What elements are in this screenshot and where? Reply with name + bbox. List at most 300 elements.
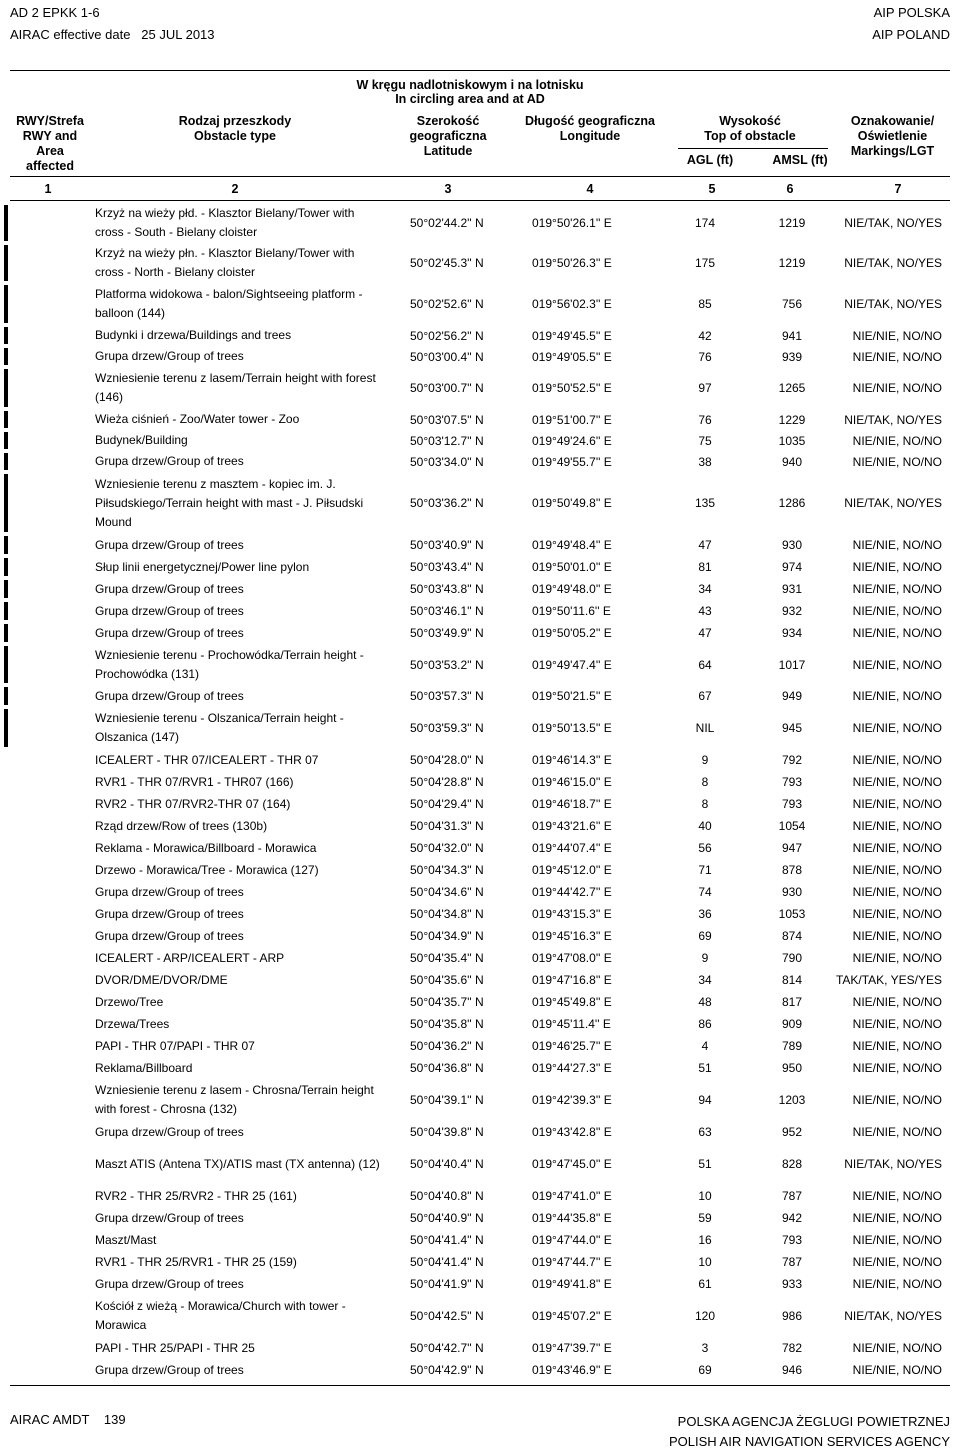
obstacle-type-cell: Wzniesienie terenu - Prochowódka/Terrain height - Prochowódka (131) (95, 647, 364, 681)
amsl-cell: 933 (781, 1277, 803, 1291)
markings-cell: NIE/NIE, NO/NO (852, 819, 942, 833)
obstacle-type-cell: PAPI - THR 25/PAPI - THR 25 (95, 1340, 255, 1355)
amendment-change-bar (4, 580, 8, 598)
amsl-cell: 931 (781, 582, 803, 596)
longitude-cell: 019°47'08.0'' E (532, 951, 612, 965)
amsl-cell: 814 (781, 973, 803, 987)
aip-title-pl: AIP POLSKA (873, 5, 950, 20)
markings-cell: NIE/NIE, NO/NO (852, 626, 942, 640)
markings-cell: NIE/NIE, NO/NO (852, 753, 942, 767)
agl-cell: 51 (698, 1061, 712, 1075)
markings-cell: NIE/NIE, NO/NO (852, 604, 942, 618)
col-header-longitude-line: Longitude (559, 129, 621, 143)
amendment-change-bar (4, 687, 8, 705)
agl-cell: 64 (698, 657, 712, 672)
obstacle-type-cell: Grupa drzew/Group of trees (95, 688, 244, 703)
obstacle-type-cell: Rząd drzew/Row of trees (130b) (95, 818, 268, 833)
latitude-cell: 50°04'36.8'' N (410, 1061, 484, 1075)
longitude-cell: 019°45'16.3'' E (532, 929, 612, 943)
agl-cell: 174 (694, 216, 716, 230)
markings-cell: NIE/NIE, NO/NO (852, 433, 942, 448)
agl-cell: 42 (698, 328, 712, 343)
table-row (10, 578, 950, 600)
amsl-cell: 790 (781, 951, 803, 965)
amendment-change-bar (4, 709, 8, 747)
obstacle-type-cell: Grupa drzew/Group of trees (95, 906, 244, 921)
obstacle-type-cell: Reklama/Billboard (95, 1060, 193, 1075)
agl-cell: 94 (698, 1093, 712, 1107)
obstacle-type-cell: RVR2 - THR 25/RVR2 - THR 25 (161) (95, 1188, 297, 1203)
longitude-cell: 019°44'07.4'' E (532, 841, 612, 855)
amendment-change-bar (4, 536, 8, 554)
obstacle-type-cell: Grupa drzew/Group of trees (95, 1210, 244, 1225)
longitude-cell: 019°47'44.7'' E (532, 1255, 612, 1269)
agl-cell: 76 (698, 412, 712, 427)
agl-cell: 8 (701, 775, 709, 789)
table-row (10, 793, 950, 815)
table-row (10, 203, 950, 243)
amsl-cell: 939 (781, 349, 803, 364)
table-row (10, 430, 950, 451)
amsl-cell: 782 (781, 1341, 803, 1355)
markings-cell: NIE/NIE, NO/NO (852, 1255, 942, 1269)
page-header-left (10, 2, 215, 46)
amendment-change-bar (4, 453, 8, 470)
agl-cell: 61 (698, 1277, 712, 1291)
amendment-change-bar (4, 205, 8, 241)
agl-cell: 67 (698, 689, 712, 703)
agl-cell: 16 (698, 1233, 712, 1247)
markings-cell: NIE/NIE, NO/NO (852, 797, 942, 811)
col-header-rwy-line: affected (26, 159, 74, 173)
table-row (10, 815, 950, 837)
longitude-cell: 019°56'02.3'' E (532, 297, 612, 311)
obstacle-type-cell: Drzewo - Morawica/Tree - Morawica (127) (95, 862, 319, 877)
obstacle-type-cell: PAPI - THR 07/PAPI - THR 07 (95, 1038, 255, 1053)
table-row (10, 1207, 950, 1229)
agl-cell: 51 (698, 1157, 712, 1171)
markings-cell: NIE/NIE, NO/NO (852, 657, 942, 672)
obstacle-type-cell: Krzyż na wieży płd. - Klasztor Bielany/Tower with cross - South - Bielany cloister (95, 206, 355, 239)
longitude-cell: 019°50'21.5'' E (532, 689, 612, 703)
col-header-latitude-line: Szerokość (416, 114, 480, 128)
col-header-rwy (10, 114, 90, 174)
latitude-cell: 50°03'49.9'' N (410, 626, 484, 640)
latitude-cell: 50°04'35.8'' N (410, 1017, 484, 1031)
latitude-cell: 50°04'29.4'' N (410, 797, 484, 811)
latitude-cell: 50°03'07.5'' N (410, 412, 484, 427)
agl-cell: NIL (695, 721, 715, 735)
markings-cell: NIE/NIE, NO/NO (852, 1017, 942, 1031)
latitude-cell: 50°03'34.0'' N (410, 454, 484, 469)
obstacle-type-cell: Wieża ciśnień - Zoo/Water tower - Zoo (95, 412, 300, 426)
amsl-cell: 942 (781, 1211, 803, 1225)
latitude-cell: 50°04'28.8'' N (410, 775, 484, 789)
obstacle-type-cell: Maszt ATIS (Antena TX)/ATIS mast (TX antenna) (12) (95, 1156, 380, 1171)
amsl-cell: 949 (781, 689, 803, 703)
markings-cell: NIE/NIE, NO/NO (852, 1363, 942, 1377)
longitude-cell: 019°47'45.0'' E (532, 1157, 612, 1171)
longitude-cell: 019°51'00.7'' E (532, 412, 612, 427)
amsl-cell: 941 (781, 328, 803, 343)
obstacle-type-cell: Grupa drzew/Group of trees (95, 537, 244, 552)
markings-cell: TAK/TAK, YES/YES (835, 973, 942, 987)
col-header-latitude-line: Latitude (423, 144, 473, 158)
longitude-cell: 019°42'39.3'' E (532, 1093, 612, 1107)
table-row (10, 283, 950, 325)
table-row (10, 644, 950, 685)
latitude-cell: 50°03'59.3'' N (410, 721, 484, 735)
longitude-cell: 019°47'16.8'' E (532, 973, 612, 987)
group-title (240, 78, 700, 106)
longitude-cell: 019°50'26.1'' E (532, 216, 612, 230)
obstacle-type-cell: Drzewa/Trees (95, 1016, 170, 1031)
agl-cell: 74 (698, 885, 712, 899)
markings-cell: NIE/TAK, NO/YES (844, 496, 942, 510)
longitude-cell: 019°49'41.8'' E (532, 1277, 612, 1291)
group-title-en: In circling area and at AD (395, 92, 545, 106)
markings-cell: NIE/TAK, NO/YES (844, 1157, 942, 1171)
amendment-change-bar (4, 646, 8, 683)
amsl-cell: 792 (781, 753, 803, 767)
latitude-cell: 50°02'52.6'' N (410, 297, 484, 311)
latitude-cell: 50°04'42.9'' N (410, 1363, 484, 1377)
markings-cell: NIE/NIE, NO/NO (852, 1341, 942, 1355)
agl-cell: 71 (698, 863, 712, 877)
table-row (10, 1359, 950, 1381)
table-row (10, 1295, 950, 1337)
markings-cell: NIE/TAK, NO/YES (844, 216, 942, 230)
latitude-cell: 50°04'41.4'' N (410, 1255, 484, 1269)
markings-cell: NIE/NIE, NO/NO (852, 1039, 942, 1053)
latitude-cell: 50°03'43.4'' N (410, 560, 484, 574)
table-row (10, 1337, 950, 1359)
col-header-rwy-line: RWY and (22, 129, 78, 143)
longitude-cell: 019°50'49.8'' E (532, 496, 612, 510)
obstacle-type-cell: Wzniesienie terenu z lasem/Terrain height with forest (146) (95, 371, 376, 404)
amsl-cell: 756 (781, 297, 803, 311)
amendment-change-bar (4, 369, 8, 407)
table-row (10, 859, 950, 881)
latitude-cell: 50°04'39.1'' N (410, 1093, 484, 1107)
longitude-cell: 019°47'41.0'' E (532, 1189, 612, 1203)
amsl-cell: 789 (781, 1039, 803, 1053)
table-row (10, 325, 950, 346)
airac-label: AIRAC effective date (10, 27, 131, 42)
table-row (10, 969, 950, 991)
latitude-cell: 50°02'56.2'' N (410, 328, 484, 343)
amsl-cell: 974 (781, 560, 803, 574)
amsl-cell: 945 (781, 721, 803, 735)
agl-cell: 40 (698, 819, 712, 833)
amendment-change-bar (4, 411, 8, 428)
agl-cell: 85 (698, 297, 712, 311)
agl-cell: 81 (698, 560, 712, 574)
table-row (10, 749, 950, 771)
latitude-cell: 50°04'28.0'' N (410, 753, 484, 767)
table-row (10, 925, 950, 947)
longitude-cell: 019°50'13.5'' E (532, 721, 612, 735)
table-row (10, 622, 950, 644)
amsl-cell: 930 (781, 538, 803, 552)
agl-cell: 59 (698, 1211, 712, 1225)
table-row (10, 771, 950, 793)
longitude-cell: 019°50'01.0'' E (532, 560, 612, 574)
agl-cell: 8 (701, 797, 709, 811)
amsl-cell: 828 (781, 1157, 803, 1171)
col-header-markings (835, 114, 950, 159)
markings-cell: NIE/NIE, NO/NO (852, 1189, 942, 1203)
latitude-cell: 50°04'32.0'' N (410, 841, 484, 855)
table-row (10, 1057, 950, 1079)
obstacle-type-cell: Platforma widokowa - balon/Sightseeing platform - balloon (144) (95, 287, 363, 320)
latitude-cell: 50°04'31.3'' N (410, 819, 484, 833)
table-row (10, 556, 950, 578)
col-header-agl: AGL (ft) (686, 153, 734, 167)
agency-name-en: POLISH AIR NAVIGATION SERVICES AGENCY (668, 1434, 950, 1449)
amsl-cell: 1035 (778, 433, 806, 448)
markings-cell: NIE/NIE, NO/NO (852, 582, 942, 596)
table-row (10, 881, 950, 903)
obstacle-type-cell: Maszt/Mast (95, 1232, 157, 1247)
latitude-cell: 50°02'45.3'' N (410, 256, 484, 270)
obstacle-type-cell: Drzewo/Tree (95, 994, 164, 1009)
agl-cell: 120 (694, 1309, 716, 1323)
amsl-cell: 940 (781, 454, 803, 469)
latitude-cell: 50°04'34.6'' N (410, 885, 484, 899)
amsl-cell: 1017 (778, 657, 806, 672)
table-row (10, 1273, 950, 1295)
latitude-cell: 50°03'36.2'' N (410, 496, 484, 510)
obstacle-type-cell: Budynek/Building (95, 433, 188, 447)
header-top-rule (10, 70, 950, 71)
longitude-cell: 019°50'11.6'' E (532, 604, 611, 618)
markings-cell: NIE/NIE, NO/NO (852, 454, 942, 469)
group-title-pl: W kręgu nadlotniskowym i na lotnisku (356, 78, 584, 92)
agl-cell: 3 (701, 1341, 709, 1355)
latitude-cell: 50°02'44.2'' N (410, 216, 484, 230)
agl-cell: 69 (698, 929, 712, 943)
agl-cell: 9 (701, 753, 709, 767)
agl-cell: 10 (698, 1255, 712, 1269)
longitude-cell: 019°45'07.2'' E (532, 1309, 612, 1323)
amsl-cell: 878 (781, 863, 803, 877)
airac-effective-line (10, 24, 215, 46)
page-footer-right (669, 1412, 950, 1452)
markings-cell: NIE/NIE, NO/NO (852, 841, 942, 855)
agl-cell: 75 (698, 433, 712, 448)
amsl-cell: 1203 (778, 1093, 806, 1107)
agl-cell: 86 (698, 1017, 712, 1031)
table-row (10, 1079, 950, 1121)
agency-name-pl: POLSKA AGENCJA ŻEGLUGI POWIETRZNEJ (677, 1414, 950, 1429)
table-row (10, 243, 950, 283)
amsl-cell: 950 (781, 1061, 803, 1075)
latitude-cell: 50°04'40.4'' N (410, 1157, 484, 1171)
amsl-cell: 817 (781, 995, 803, 1009)
longitude-cell: 019°49'48.0'' E (532, 582, 612, 596)
col-number: 4 (586, 182, 594, 196)
height-subheader-rule (678, 148, 828, 149)
latitude-cell: 50°03'40.9'' N (410, 538, 484, 552)
markings-cell: NIE/NIE, NO/NO (852, 721, 942, 735)
table-row (10, 409, 950, 430)
col-header-type-line: Rodzaj przeszkody (178, 114, 292, 128)
obstacle-type-cell: Wzniesienie terenu z masztem - kopiec im. J. Piłsudskiego/Terrain height with mast - J. Piłsudski Mound (95, 476, 364, 529)
obstacle-type-cell: Grupa drzew/Group of trees (95, 1276, 244, 1291)
latitude-cell: 50°03'57.3'' N (410, 689, 484, 703)
longitude-cell: 019°44'35.8'' E (532, 1211, 612, 1225)
table-row (10, 991, 950, 1013)
page-footer-left (10, 1412, 126, 1427)
longitude-cell: 019°50'26.3'' E (532, 256, 612, 270)
longitude-cell: 019°47'44.0'' E (532, 1233, 612, 1247)
longitude-cell: 019°45'49.8'' E (532, 995, 612, 1009)
table-row (10, 1229, 950, 1251)
markings-cell: NIE/NIE, NO/NO (852, 907, 942, 921)
latitude-cell: 50°04'42.5'' N (410, 1309, 484, 1323)
latitude-cell: 50°04'40.9'' N (410, 1211, 484, 1225)
table-row (10, 1013, 950, 1035)
longitude-cell: 019°49'24.6'' E (532, 433, 612, 448)
latitude-cell: 50°04'40.8'' N (410, 1189, 484, 1203)
markings-cell: NIE/NIE, NO/NO (852, 1211, 942, 1225)
obstacle-type-cell: RVR1 - THR 07/RVR1 - THR07 (166) (95, 774, 294, 789)
markings-cell: NIE/NIE, NO/NO (852, 689, 942, 703)
amsl-cell: 787 (781, 1255, 803, 1269)
header-bottom-rule (10, 200, 950, 201)
agl-cell: 56 (698, 841, 712, 855)
markings-cell: NIE/NIE, NO/NO (852, 951, 942, 965)
obstacle-type-cell: RVR2 - THR 07/RVR2-THR 07 (164) (95, 796, 291, 811)
col-header-height (670, 114, 830, 144)
col-header-markings-line: Oświetlenie (857, 129, 928, 143)
obstacle-type-cell: RVR1 - THR 25/RVR1 - THR 25 (159) (95, 1254, 297, 1269)
agl-cell: 34 (698, 973, 712, 987)
obstacle-type-cell: Reklama - Morawica/Billboard - Morawica (95, 840, 317, 855)
table-row (10, 837, 950, 859)
amendment-change-bar (4, 245, 8, 281)
amsl-cell: 986 (781, 1309, 803, 1323)
latitude-cell: 50°04'39.8'' N (410, 1125, 484, 1139)
obstacle-type-cell: Wzniesienie terenu z lasem - Chrosna/Terrain height with forest - Chrosna (132) (95, 1083, 374, 1116)
markings-cell: NIE/NIE, NO/NO (852, 1125, 942, 1139)
markings-cell: NIE/TAK, NO/YES (844, 412, 942, 427)
obstacle-type-cell: Wzniesienie terenu - Olszanica/Terrain height - Olszanica (147) (95, 711, 344, 744)
agl-cell: 63 (698, 1125, 712, 1139)
col-header-latitude (388, 114, 508, 159)
latitude-cell: 50°03'46.1'' N (410, 604, 484, 618)
col-number: 6 (786, 182, 794, 196)
amsl-cell: 1054 (778, 819, 806, 833)
obstacle-type-cell: Grupa drzew/Group of trees (95, 928, 244, 943)
amsl-cell: 793 (781, 1233, 803, 1247)
latitude-cell: 50°03'12.7'' N (410, 433, 484, 448)
col-header-type (140, 114, 330, 144)
obstacle-type-cell: DVOR/DME/DVOR/DME (95, 972, 228, 987)
amsl-cell: 874 (781, 929, 803, 943)
markings-cell: NIE/NIE, NO/NO (852, 929, 942, 943)
longitude-cell: 019°49'45.5'' E (532, 328, 612, 343)
col-header-rwy-line: Area (36, 144, 64, 158)
latitude-cell: 50°04'34.9'' N (410, 929, 484, 943)
amendment-change-bar (4, 285, 8, 323)
latitude-cell: 50°04'41.9'' N (410, 1277, 484, 1291)
longitude-cell: 019°43'42.8'' E (532, 1125, 612, 1139)
markings-cell: NIE/NIE, NO/NO (852, 885, 942, 899)
amsl-cell: 793 (781, 797, 803, 811)
obstacle-type-cell: Grupa drzew/Group of trees (95, 349, 244, 363)
table-row (10, 685, 950, 707)
col-header-type-line: Obstacle type (194, 129, 276, 143)
amsl-cell: 787 (781, 1189, 803, 1203)
amsl-cell: 946 (781, 1363, 803, 1377)
col-number: 1 (44, 182, 52, 196)
longitude-cell: 019°49'55.7'' E (532, 454, 612, 469)
col-number: 3 (444, 182, 452, 196)
col-header-markings-line: Oznakowanie/ (850, 114, 935, 128)
col-number: 2 (231, 182, 239, 196)
latitude-cell: 50°03'00.7'' N (410, 381, 484, 395)
amendment-change-bar (4, 624, 8, 642)
markings-cell: NIE/NIE, NO/NO (852, 1233, 942, 1247)
obstacle-type-cell: Krzyż na wieży płn. - Klasztor Bielany/Tower with cross - North - Bielany cloister (95, 246, 355, 279)
obstacle-type-cell: Grupa drzew/Group of trees (95, 884, 244, 899)
table-row (10, 1035, 950, 1057)
latitude-cell: 50°04'35.7'' N (410, 995, 484, 1009)
longitude-cell: 019°44'27.3'' E (532, 1061, 612, 1075)
latitude-cell: 50°03'00.4'' N (410, 349, 484, 364)
longitude-cell: 019°46'15.0'' E (532, 775, 612, 789)
longitude-cell: 019°43'21.6'' E (532, 819, 612, 833)
markings-cell: NIE/TAK, NO/YES (844, 1309, 942, 1323)
aip-title-en: AIP POLAND (872, 27, 950, 42)
markings-cell: NIE/NIE, NO/NO (852, 1093, 942, 1107)
amsl-cell: 952 (781, 1125, 803, 1139)
table-row (10, 534, 950, 556)
agl-cell: 47 (698, 626, 712, 640)
obstacle-type-cell: Budynki i drzewa/Buildings and trees (95, 328, 292, 342)
col-number: 5 (708, 182, 716, 196)
agl-cell: 135 (694, 496, 716, 510)
markings-cell: NIE/NIE, NO/NO (852, 863, 942, 877)
table-row (10, 600, 950, 622)
table-row (10, 451, 950, 472)
table-row (10, 1185, 950, 1207)
longitude-cell: 019°46'14.3'' E (532, 753, 612, 767)
table-row (10, 947, 950, 969)
markings-cell: NIE/TAK, NO/YES (844, 297, 942, 311)
longitude-cell: 019°44'42.7'' E (532, 885, 612, 899)
header-mid-rule (10, 176, 950, 177)
amsl-cell: 909 (781, 1017, 803, 1031)
col-header-latitude-line: geograficzna (409, 129, 487, 143)
longitude-cell: 019°43'15.3'' E (532, 907, 612, 921)
markings-cell: NIE/NIE, NO/NO (852, 349, 942, 364)
agl-cell: 36 (698, 907, 712, 921)
col-header-height-line: Top of obstacle (704, 129, 796, 143)
col-header-longitude (515, 114, 665, 144)
latitude-cell: 50°04'42.7'' N (410, 1341, 484, 1355)
table-row (10, 1121, 950, 1143)
latitude-cell: 50°03'43.8'' N (410, 582, 484, 596)
amsl-cell: 1286 (778, 496, 806, 510)
amendment-change-bar (4, 327, 8, 344)
agl-cell: 69 (698, 1363, 712, 1377)
col-header-amsl: AMSL (ft) (772, 153, 828, 167)
agl-cell: 175 (694, 256, 716, 270)
latitude-cell: 50°04'36.2'' N (410, 1039, 484, 1053)
